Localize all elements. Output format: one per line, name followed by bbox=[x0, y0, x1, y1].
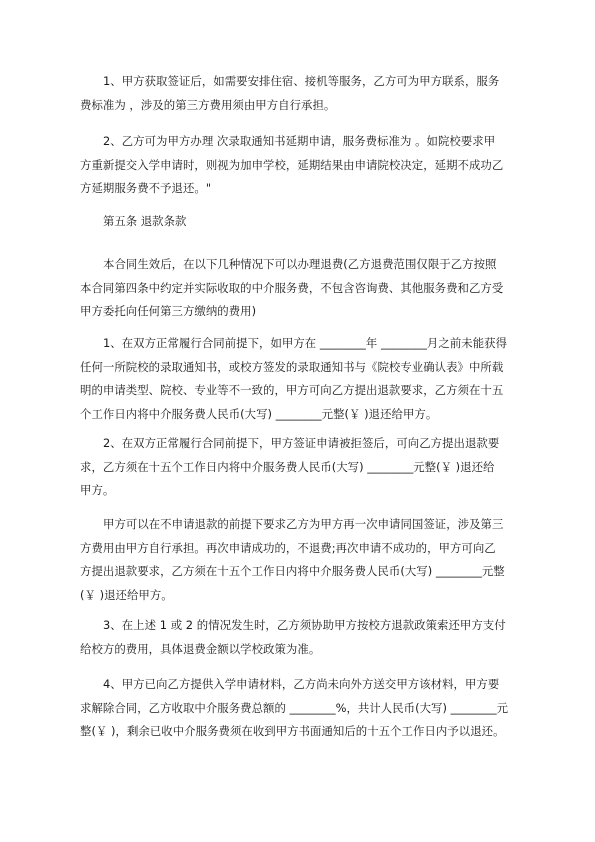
paragraph-3 bbox=[80, 253, 517, 324]
paragraph-1 bbox=[80, 70, 517, 117]
text-line: 整(￥ )，剩余已收中介服务费须在收到甲方书面通知后的十五个工作日内予以退还。 bbox=[80, 724, 505, 738]
paragraph-2 bbox=[80, 130, 517, 201]
text-line: (￥ )退还给甲方。 bbox=[80, 587, 173, 602]
text-line: 甲方可以在不申请退款的前提下要求乙方为甲方再一次申请同国签证，涉及第三 bbox=[103, 517, 504, 531]
text-line: 方费用由甲方自行承担。再次申请成功的，不退费;再次申请不成功的，甲方可向乙 bbox=[80, 540, 496, 555]
text-line: 4、甲方已向乙方提供入学申请材料，乙方尚未向外方送交甲方该材料，甲方要 bbox=[103, 677, 500, 691]
text-line: 本合同生效后，在以下几种情况下可以办理退费(乙方退费范围仅限于乙方按照 bbox=[103, 257, 497, 271]
paragraph-6 bbox=[80, 513, 517, 607]
text-line: 甲方。 bbox=[80, 483, 115, 497]
text-line: 3、在上述 1 或 2 的情况发生时，乙方须协助甲方按校方退款政策索还甲方支付 bbox=[103, 618, 506, 632]
text-line: 方提出退款要求，乙方须在十五个工作日内将中介服务费人民币(大写) ________元整 bbox=[80, 564, 505, 578]
text-line: 给校方的费用，具体退费金额以学校政策为准。 bbox=[80, 641, 321, 656]
text-line: 方重新提交入学申请时，则视为加申学校，延期结果由申请院校决定，延期不成功乙 bbox=[80, 157, 504, 172]
paragraph-4 bbox=[80, 332, 517, 426]
paragraph-7 bbox=[80, 614, 517, 661]
text-line: 1、甲方获取签证后，如需要安排住宿、接机等服务，乙方可为甲方联系，服务 bbox=[103, 74, 500, 88]
text-line: 费标准为 ，涉及的第三方费用须由甲方自行承担。 bbox=[80, 97, 336, 112]
text-line: 甲方委托向任何第三方缴纳的费用) bbox=[80, 304, 257, 318]
text-line: 个工作日内将中介服务费人民币(大写) ________元整(￥ )退还给甲方。 bbox=[80, 406, 438, 421]
text-line: 方延期服务费不予退还。" bbox=[80, 181, 212, 195]
text-line: 求解除合同，乙方收取中介服务费总额的 ________%，共计人民币(大写) ________元 bbox=[80, 700, 509, 715]
text-line: 本合同第四条中约定并实际收取的中介服务费，不包含咨询费、其他服务费和乙方受 bbox=[80, 280, 504, 295]
paragraph-8 bbox=[80, 673, 517, 744]
text-line: 明的申请类型、院校、专业等不一致的，甲方可向乙方提出退款要求，乙方须在十五 bbox=[80, 383, 504, 397]
text-line: 2、在双方正常履行合同前提下，甲方签证申请被拒签后，可向乙方提出退款要 bbox=[103, 436, 500, 450]
text-line: 求，乙方须在十五个工作日内将中介服务费人民币(大写) ________元整(￥ )退还给 bbox=[80, 459, 495, 474]
text-line: 2、乙方可为甲方办理 次录取通知书延期申请，服务费标准为 。如院校要求甲 bbox=[103, 134, 496, 148]
section-heading: 第五条 退款条款 bbox=[103, 214, 187, 228]
paragraph-5 bbox=[80, 432, 517, 503]
text-line: 1、在双方正常履行合同前提下，如甲方在 ________年 ________月之前未能获得 bbox=[103, 336, 508, 350]
text-line: 任何一所院校的录取通知书，或校方签发的录取通知书与《院校专业确认表》中所载 bbox=[80, 359, 504, 374]
